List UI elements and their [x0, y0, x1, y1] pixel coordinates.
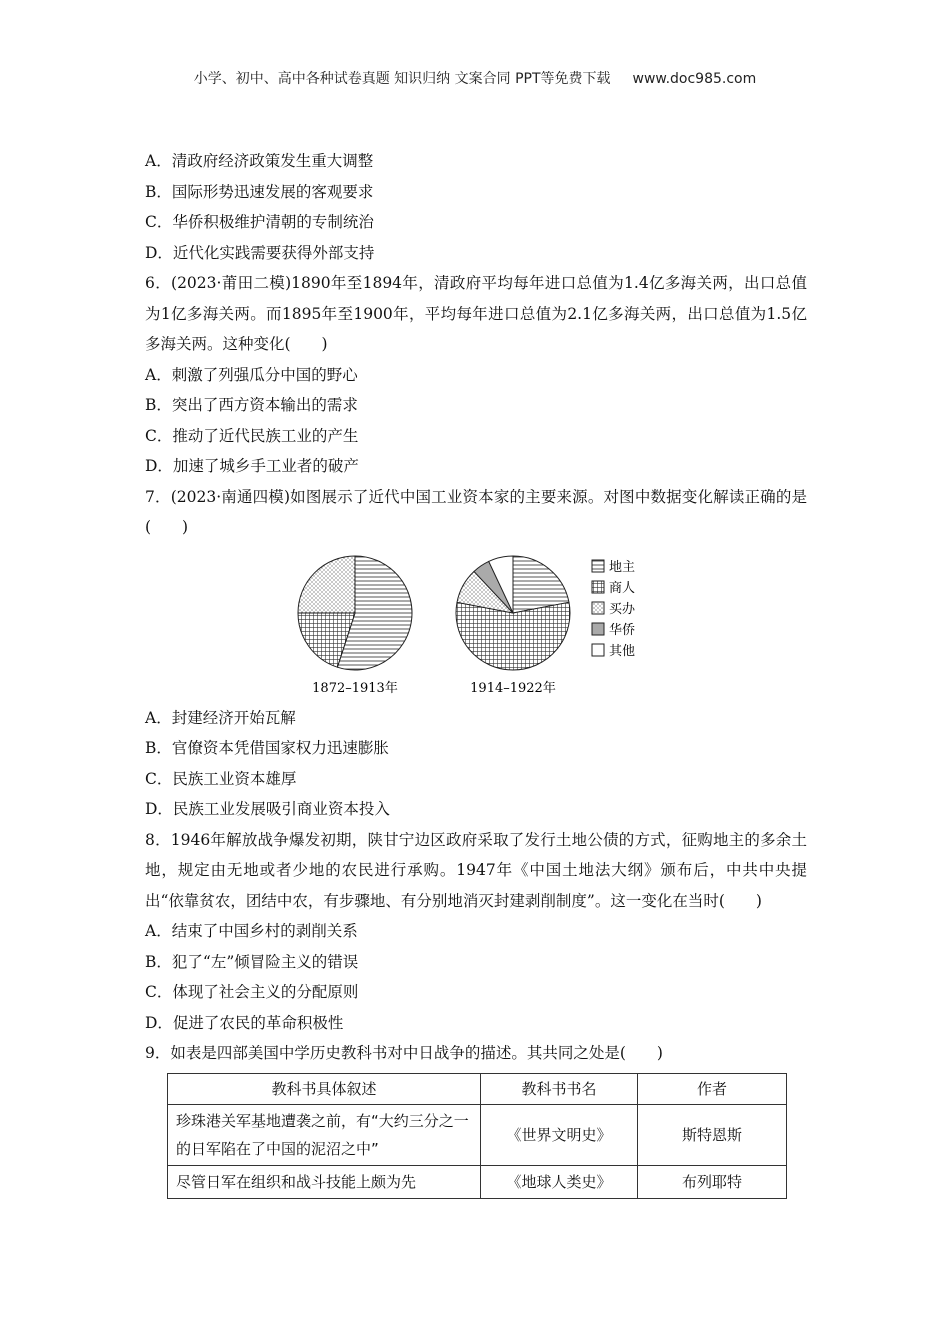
- pie-label-0: 1872–1913年: [312, 680, 398, 696]
- header-text: 小学、初中、高中各种试卷真题 知识归纳 文案合同 PPT等免费下载: [193, 71, 611, 87]
- legend-label-3: 华侨: [609, 622, 636, 638]
- legend-swatch-0: [592, 560, 604, 572]
- q8-stem: 8．1946年解放战争爆发初期，陕甘宁边区政府采取了发行土地公债的方式，征购地主的多余土地，规定由无地或者少地的农民进行承购。1947年《中国土地法大纲》颁布后，中共中央提出“依靠贫农，团结中农，有步骤地、有分别地消灭封建剥削制度”。这一变化在当时( ): [145, 830, 807, 910]
- pie-label-1: 1914–1922年: [470, 680, 556, 696]
- legend-swatch-3: [592, 623, 604, 635]
- pie-chart-figure: [145, 547, 807, 697]
- page-header: [0, 68, 950, 88]
- q6-stem: 6．(2023·莆田二模)1890年至1894年，清政府平均每年进口总值为1.4亿多海关两，出口总值为1亿多海关两。而1895年至1900年，平均每年进口总值为2.1亿多海关两，出口总值为1.5亿多海关两。这种变化( ): [145, 274, 807, 353]
- table-cell: 尽管日军在组织和战斗技能上颇为先: [168, 1165, 481, 1198]
- pie-chart-svg: [297, 547, 657, 697]
- legend-swatch-2: [592, 602, 604, 614]
- q6-option-d: D．加速了城乡手工业者的破产: [145, 457, 359, 475]
- q8-option-a: A．结束了中国乡村的剥削关系: [145, 922, 358, 940]
- header-site: www.doc985.com: [632, 71, 757, 87]
- table-row: [168, 1104, 787, 1165]
- pie-slice-0-2: [298, 556, 355, 613]
- q8-option-b: B．犯了“左”倾冒险主义的错误: [145, 952, 359, 971]
- q9-stem: 9．如表是四部美国中学历史教科书对中日战争的描述。其共同之处是( ): [145, 1044, 663, 1062]
- table-header: 教科书具体叙述: [168, 1073, 481, 1104]
- legend-swatch-4: [592, 644, 604, 656]
- table-header-row: [168, 1073, 787, 1104]
- q5-option-d: D．近代化实践需要获得外部支持: [145, 243, 375, 262]
- q7-stem: 7．(2023·南通四模)如图展示了近代中国工业资本家的主要来源。对图中数据变化解读正确的是( ): [145, 487, 807, 536]
- q6-option-a: A．刺激了列强瓜分中国的野心: [145, 365, 358, 384]
- q7-option-c: C．民族工业资本雄厚: [145, 769, 297, 788]
- q8-option-c: C．体现了社会主义的分配原则: [145, 983, 359, 1001]
- textbook-table: [167, 1073, 787, 1199]
- table-header: 作者: [638, 1073, 787, 1104]
- legend-label-1: 商人: [609, 580, 636, 596]
- legend-label-4: 其他: [609, 643, 636, 659]
- q6-option-c: C．推动了近代民族工业的产生: [145, 426, 359, 445]
- content: [145, 146, 807, 1199]
- table-header: 教科书书名: [481, 1073, 638, 1104]
- table-cell: 《地球人类史》: [481, 1165, 638, 1198]
- legend-label-2: 买办: [609, 601, 636, 617]
- legend-label-0: 地主: [609, 559, 636, 575]
- q5-option-b: B．国际形势迅速发展的客观要求: [145, 182, 374, 201]
- table-cell: 斯特恩斯: [638, 1104, 787, 1165]
- q7-option-a: A．封建经济开始瓦解: [145, 708, 296, 727]
- q5-option-c: C．华侨积极维护清朝的专制统治: [145, 213, 374, 231]
- legend-swatch-1: [592, 581, 604, 593]
- q5-option-a: A．清政府经济政策发生重大调整: [145, 152, 374, 170]
- q7-option-d: D．民族工业发展吸引商业资本投入: [145, 800, 390, 818]
- q7-option-b: B．官僚资本凭借国家权力迅速膨胀: [145, 739, 389, 757]
- table-cell: 珍珠港关军基地遭袭之前，有“大约三分之一的日军陷在了中国的泥沼之中”: [168, 1104, 481, 1165]
- table-cell: 《世界文明史》: [481, 1104, 638, 1165]
- q6-option-b: B．突出了西方资本输出的需求: [145, 396, 358, 414]
- table-row: [168, 1165, 787, 1198]
- q8-option-d: D．促进了农民的革命积极性: [145, 1013, 344, 1032]
- table-cell: 布列耶特: [638, 1165, 787, 1198]
